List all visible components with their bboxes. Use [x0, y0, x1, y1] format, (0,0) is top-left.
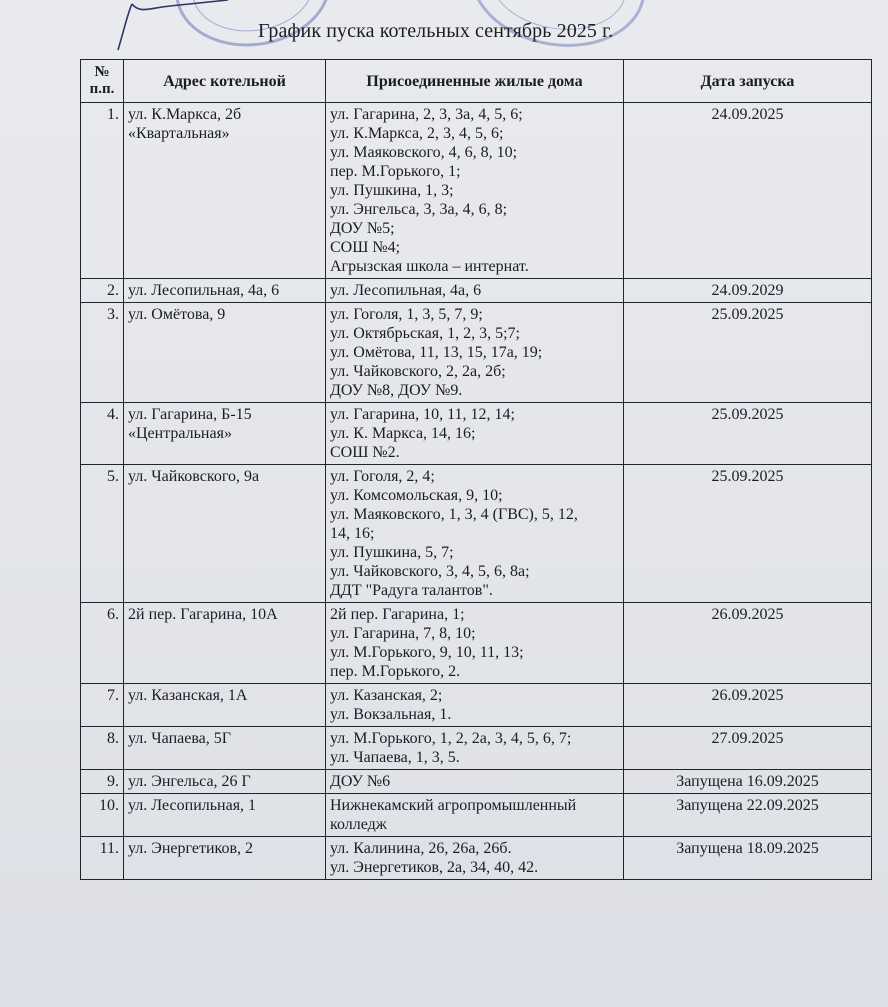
address-line: 2й пер. Гагарина, 10А: [128, 606, 278, 623]
connected-houses: [326, 603, 624, 684]
address-line: ул. Энергетиков, 2: [128, 840, 254, 857]
launch-date: 26.09.2025: [624, 603, 872, 684]
table-row: [81, 465, 872, 603]
house-line: ул. Калинина, 26, 26а, 26б.: [330, 840, 512, 857]
launch-date: 25.09.2025: [624, 465, 872, 603]
connected-houses: [326, 103, 624, 279]
house-line: ул. Энергетиков, 2а, 34, 40, 42.: [330, 859, 539, 876]
table-row: [81, 837, 872, 880]
table-row: [81, 603, 872, 684]
launch-date: 26.09.2025: [624, 684, 872, 727]
house-line: ул. Гагарина, 7, 8, 10;: [330, 625, 476, 642]
boiler-address: [124, 727, 326, 770]
row-number: 6.: [81, 603, 124, 684]
row-number: 9.: [81, 770, 124, 794]
house-line: ул. М.Горького, 1, 2, 2а, 3, 4, 5, 6, 7;: [330, 730, 572, 747]
house-line: ДОУ №6: [330, 773, 391, 790]
house-line: Нижнекамский агропромышленный: [330, 797, 577, 814]
house-line: ул. Маяковского, 4, 6, 8, 10;: [330, 144, 518, 161]
house-line: 2й пер. Гагарина, 1;: [330, 606, 465, 623]
table-row: [81, 403, 872, 465]
house-line: ул. Октябрьская, 1, 2, 3, 5;7;: [330, 325, 520, 342]
row-number: 10.: [81, 794, 124, 837]
launch-date: 24.09.2025: [624, 103, 872, 279]
connected-houses: [326, 465, 624, 603]
boiler-address: [124, 603, 326, 684]
row-number: 8.: [81, 727, 124, 770]
house-line: колледж: [330, 816, 387, 833]
row-number: 2.: [81, 279, 124, 303]
connected-houses: [326, 303, 624, 403]
house-line: ул. Гагарина, 2, 3, 3а, 4, 5, 6;: [330, 106, 523, 123]
house-line: пер. М.Горького, 2.: [330, 663, 461, 680]
document-title: График пуска котельных сентябрь 2025 г.: [258, 20, 614, 42]
address-line: ул. Лесопильная, 4а, 6: [128, 282, 280, 299]
header-num: № п.п.: [81, 60, 124, 103]
house-line: ул. К. Маркса, 14, 16;: [330, 425, 476, 442]
table-row: [81, 303, 872, 403]
house-line: ул. Гоголя, 1, 3, 5, 7, 9;: [330, 306, 483, 323]
table-row: [81, 794, 872, 837]
house-line: ул. Энгельса, 3, 3а, 4, 6, 8;: [330, 201, 508, 218]
house-line: ДОУ №5;: [330, 220, 395, 237]
house-line: ул. Гагарина, 10, 11, 12, 14;: [330, 406, 515, 423]
address-line: ул. Чапаева, 5Г: [128, 730, 232, 747]
house-line: СОШ №4;: [330, 239, 401, 256]
house-line: ул. Гоголя, 2, 4;: [330, 468, 435, 485]
launch-date: Запущена 18.09.2025: [624, 837, 872, 880]
connected-houses: [326, 403, 624, 465]
connected-houses: [326, 837, 624, 880]
boiler-address: [124, 403, 326, 465]
table-row: [81, 684, 872, 727]
table-row: [81, 103, 872, 279]
address-line: ул. Энгельса, 26 Г: [128, 773, 251, 790]
house-line: ул. Омётова, 11, 13, 15, 17а, 19;: [330, 344, 543, 361]
handwritten-signature: [110, 0, 230, 55]
connected-houses: [326, 727, 624, 770]
header-houses: Присоединенные жилые дома: [326, 60, 624, 103]
connected-houses: [326, 684, 624, 727]
address-line: «Квартальная»: [128, 125, 230, 142]
row-number: 11.: [81, 837, 124, 880]
house-line: Агрызская школа – интернат.: [330, 258, 529, 275]
house-line: ул. Чайковского, 2, 2а, 2б;: [330, 363, 506, 380]
address-line: «Центральная»: [128, 425, 232, 442]
house-line: ул. Пушкина, 5, 7;: [330, 544, 454, 561]
connected-houses: [326, 279, 624, 303]
connected-houses: [326, 794, 624, 837]
house-line: ул. Комсомольская, 9, 10;: [330, 487, 503, 504]
house-line: ДДТ "Радуга талантов".: [330, 582, 493, 599]
house-line: ул. Пушкина, 1, 3;: [330, 182, 454, 199]
table-row: [81, 727, 872, 770]
house-line: ул. Вокзальная, 1.: [330, 706, 452, 723]
address-line: ул. Чайковского, 9а: [128, 468, 260, 485]
boiler-address: [124, 303, 326, 403]
house-line: ул. Чапаева, 1, 3, 5.: [330, 749, 460, 766]
boiler-address: [124, 837, 326, 880]
house-line: СОШ №2.: [330, 444, 400, 461]
launch-date: 25.09.2025: [624, 403, 872, 465]
boiler-address: [124, 794, 326, 837]
row-number: 3.: [81, 303, 124, 403]
boiler-address: [124, 103, 326, 279]
row-number: 5.: [81, 465, 124, 603]
house-line: ул. Казанская, 2;: [330, 687, 443, 704]
house-line: ул. М.Горького, 9, 10, 11, 13;: [330, 644, 524, 661]
boiler-address: [124, 465, 326, 603]
boiler-address: [124, 770, 326, 794]
table-header-row: [81, 60, 872, 103]
table-row: [81, 770, 872, 794]
launch-date: 27.09.2025: [624, 727, 872, 770]
connected-houses: [326, 770, 624, 794]
launch-date: Запущена 16.09.2025: [624, 770, 872, 794]
house-line: ул. Маяковского, 1, 3, 4 (ГВС), 5, 12,: [330, 506, 578, 523]
boiler-schedule-table: [80, 59, 872, 880]
house-line: ДОУ №8, ДОУ №9.: [330, 382, 463, 399]
address-line: ул. Гагарина, Б-15: [128, 406, 252, 423]
row-number: 1.: [81, 103, 124, 279]
house-line: 14, 16;: [330, 525, 375, 542]
header-address: Адрес котельной: [124, 60, 326, 103]
address-line: ул. К.Маркса, 2б: [128, 106, 242, 123]
house-line: ул. Чайковского, 3, 4, 5, 6, 8а;: [330, 563, 530, 580]
house-line: пер. М.Горького, 1;: [330, 163, 461, 180]
house-line: ул. К.Маркса, 2, 3, 4, 5, 6;: [330, 125, 504, 142]
boiler-address: [124, 684, 326, 727]
launch-date: 25.09.2025: [624, 303, 872, 403]
row-number: 4.: [81, 403, 124, 465]
house-line: ул. Лесопильная, 4а, 6: [330, 282, 482, 299]
launch-date: Запущена 22.09.2025: [624, 794, 872, 837]
row-number: 7.: [81, 684, 124, 727]
table-row: [81, 279, 872, 303]
address-line: ул. Казанская, 1А: [128, 687, 248, 704]
boiler-address: [124, 279, 326, 303]
launch-date: 24.09.2029: [624, 279, 872, 303]
address-line: ул. Лесопильная, 1: [128, 797, 257, 814]
header-date: Дата запуска: [624, 60, 872, 103]
address-line: ул. Омётова, 9: [128, 306, 226, 323]
